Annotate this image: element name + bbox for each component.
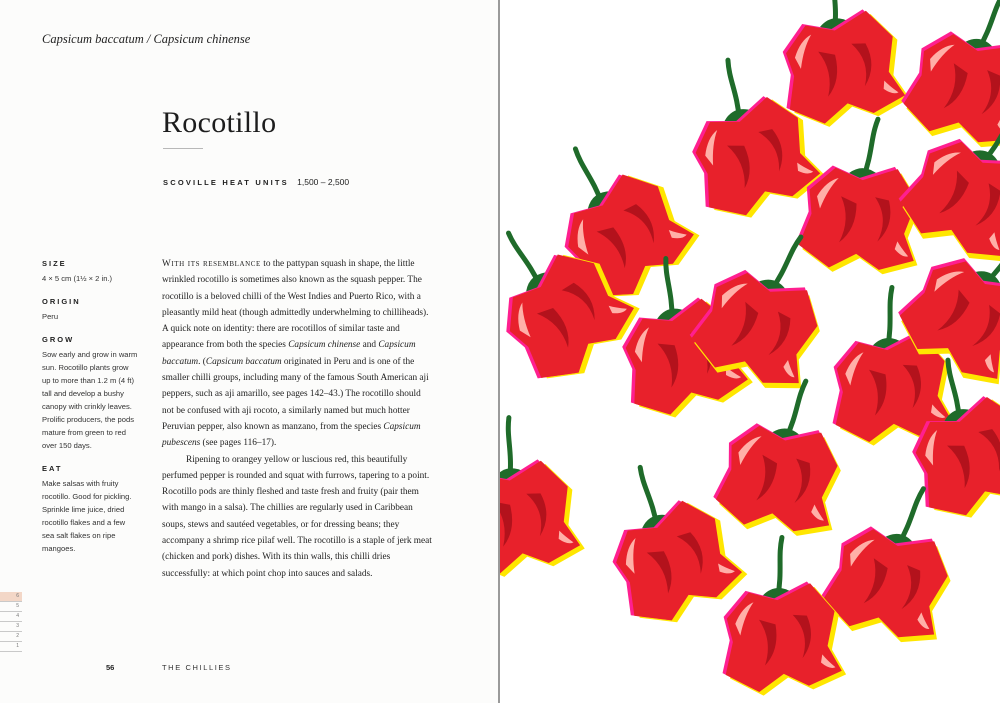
running-head: THE CHILLIES: [162, 663, 232, 672]
text-run: (see pages 116–17).: [200, 438, 277, 449]
fact-size: [42, 259, 150, 285]
fact-line: Make salsas with fruity: [42, 479, 119, 488]
fact-text: [42, 310, 150, 323]
fact-label: ORIGIN: [42, 297, 81, 306]
text-run: and: [360, 340, 379, 351]
species-italic: Capsicum pubescens: [162, 421, 421, 449]
page-number: 56: [106, 663, 115, 672]
fact-line: tall and develop a bushy: [42, 389, 124, 398]
fact-line: rocotillo flakes and a few: [42, 518, 126, 527]
species-italic: Capsicum baccatum: [205, 356, 282, 367]
facts-column: [42, 259, 150, 567]
scoville-label: SCOVILLE HEAT UNITS: [163, 178, 289, 187]
chilli-pod: [895, 0, 1000, 158]
thumb-index-tab: 5: [0, 602, 22, 612]
left-page: [0, 0, 499, 703]
paragraph-1: [162, 256, 434, 452]
paragraph-2: Ripening to orangey yellow or luscious red, this beautifully perfumed pepper is rounded and squat with furrows, tapering to a point. Rocotillo pods are thinly fleshed and taste fresh and fruity (pair them with mango in a salsa). The chillies are regularly used in Caribbean soups, stews and sautéed vegetables, or for dressing beans; they accompany a shrimp rice pilaf well. The rocotillo is a staple of jerk meat (chicken and pork) dishes. With its thin walls, this chilli dries successfully: at which point chop into sauces and salads.: [162, 454, 432, 579]
fact-text: [42, 477, 150, 555]
fact-line: canopy with crinkly leaves.: [42, 402, 132, 411]
fact-label: GROW: [42, 335, 75, 344]
thumb-index: [0, 592, 22, 652]
fact-line: Sprinkle lime juice, dried: [42, 505, 125, 514]
scoville-value: 1,500 – 2,500: [297, 177, 350, 187]
fact-text: [42, 348, 150, 452]
fact-text: [42, 272, 150, 285]
fact-line: over 150 days.: [42, 441, 92, 450]
thumb-index-tab: 6: [0, 592, 22, 602]
fact-line: mangoes.: [42, 544, 76, 553]
title-divider: [163, 148, 203, 149]
thumb-index-tab: 2: [0, 632, 22, 642]
paragraph-lead: With its resemblance: [162, 259, 261, 269]
chilli-pod: [711, 533, 847, 699]
species-italic: Capsicum chinense: [288, 340, 361, 351]
fact-grow: [42, 335, 150, 452]
scoville-rating: [163, 177, 349, 187]
page-title: Rocotillo: [162, 106, 277, 139]
fact-label: EAT: [42, 464, 63, 473]
right-page-illustration: [500, 0, 1000, 703]
fact-label: SIZE: [42, 259, 67, 268]
fact-line: mature from green to red: [42, 428, 126, 437]
fact-line: up to more than 1.2 m (4 ft): [42, 376, 135, 385]
text-run: originated in Peru and is one of the smaller chilli groups, including many of the famous South American aji peppers, such as aji amarillo, see pages 142–43.) The rocotillo should not be confused with aji rocoto, a similarly named but much hotter Peruvian pepper, also known as manzano, from the species: [162, 356, 429, 432]
thumb-index-tab: 1: [0, 642, 22, 652]
thumb-index-tab: 4: [0, 612, 22, 622]
fact-line: 4 × 5 cm (1½ × 2 in.): [42, 274, 113, 283]
body-text: [162, 256, 434, 582]
fact-line: rocotillo. Good for pickling.: [42, 492, 132, 501]
species-italic: Capsicum baccatum: [162, 340, 416, 367]
chilli-pod: [500, 409, 587, 584]
fact-origin: [42, 297, 150, 323]
text-run: to the pattypan squash in shape, the little wrinkled rocotillo is sometimes also known as the squash pepper. The rocotillo is a beloved chilli of the West Indies and Puerto Rico, with a pleasantly mild heat (though admittedly underwhelming to chilliheads). A quick note on identity: there are rocotillos of similar taste and appearance from both the species: [162, 259, 429, 351]
fact-line: sun. Rocotillo plants grow: [42, 363, 129, 372]
fact-line: sea salt flakes on ripe: [42, 531, 116, 540]
fact-line: Sow early and grow in warm: [42, 350, 138, 359]
species-name: Capsicum baccatum / Capsicum chinense: [42, 32, 251, 46]
fact-eat: [42, 464, 150, 555]
text-run: . (: [198, 356, 206, 367]
fact-line: Prolific producers, the pods: [42, 415, 135, 424]
fact-line: Peru: [42, 312, 59, 321]
chilli-illustration: [500, 0, 1000, 703]
thumb-index-tab: 3: [0, 622, 22, 632]
